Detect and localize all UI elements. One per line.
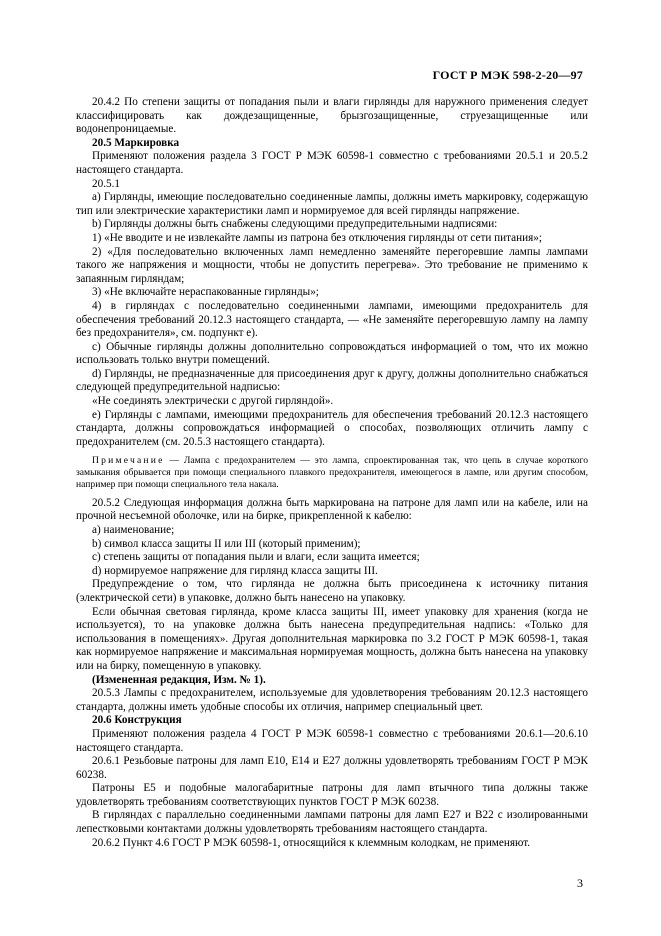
text-paragraph: Патроны E5 и подобные малогабаритные патроны для ламп втычного типа должны также удовлетворять требованиям соответствующих пунктов ГОСТ Р МЭК 60238.: [76, 782, 588, 808]
text-paragraph: Предупреждение о том, что гирлянда не должна быть присоединена к источнику питания (электрической сети) в упаковке, должно быть нанесено на упаковку.: [76, 578, 588, 604]
text-paragraph: e) Гирлянды с лампами, имеющими предохранитель для обеспечения требований 20.12.3 настоящего стандарта, должны сопровождаться информацией о способах, позволяющих отличить лампу с предохранителем (см. 20.5.3 настоящего стандарта).: [76, 408, 588, 448]
text-paragraph: b) Гирлянды должны быть снабжены следующими предупредительными надписями:: [92, 218, 498, 231]
section-20-5-2-20-6: [76, 497, 588, 850]
text-paragraph: 4) в гирляндах с последовательно соединенными лампами, имеющими предохранитель для обеспечения требований 20.12.3 настоящего стандарта, — «Не заменяйте перегоревшую лампу на лампу без предохранителя», см. подпункт e).: [76, 299, 588, 340]
text-paragraph: d) нормируемое напряжение для гирлянд класса защиты III.: [92, 564, 378, 577]
section-heading: 20.6 Конструкция: [92, 714, 182, 727]
page-number: 3: [577, 876, 583, 890]
text-paragraph: 20.4.2 По степени защиты от попадания пыли и влаги гирлянды для наружного применения следует классифицировать как дождезащищенные, брызгозащищенные, струезащищенные или водонепроницаемые.: [76, 96, 588, 136]
text-paragraph: a) наименование;: [92, 524, 175, 537]
section-20-4-20-5-1: [76, 96, 588, 449]
note-text: — Лампа с предохранителем — это лампа, спроектированная так, что цепь в случае короткого замыкания обрывается при помощи специального плавкого предохранителя, имеющегося в лампе, или другим способом, например при помощи специального тела накала.: [76, 455, 588, 491]
text-paragraph: c) степень защиты от попадания пыли и влаги, если защита имеется;: [92, 551, 420, 564]
text-paragraph: 20.6.2 Пункт 4.6 ГОСТ Р МЭК 60598-1, относящийся к клеммным колодкам, не применяют.: [92, 836, 531, 849]
section-heading: (Измененная редакция, Изм. № 1).: [92, 673, 266, 686]
note-label: Примечание: [92, 455, 165, 467]
text-paragraph: 3) «Не включайте нераспакованные гирлянды»;: [92, 286, 319, 299]
text-paragraph: 20.6.1 Резьбовые патроны для ламп E10, E14 и E27 должны удовлетворять требованиям ГОСТ Р МЭК 60238.: [76, 755, 588, 781]
text-paragraph: 20.5.3 Лампы с предохранителем, используемые для удовлетворения требованиям 20.12.3 настоящего стандарта, должны иметь удобные способы их отличия, например специальный цвет.: [76, 687, 588, 713]
text-paragraph: 2) «Для последовательно включенных ламп немедленно заменяйте перегоревшие лампы лампами такого же напряжения и мощности, чтобы не допустить перегрева». Это требование не применимо к запаянным гирляндам;: [76, 245, 588, 285]
text-paragraph: d) Гирлянды, не предназначенные для присоединения друг к другу, должны дополнительно снабжаться следующей предупредительной надписью:: [76, 367, 588, 394]
document-body: [76, 96, 588, 850]
text-paragraph: В гирляндах с параллельно соединенными лампами патроны для ламп E27 и B22 с изолированными лепестковыми контактами должны удовлетворять требованиям настоящего стандарта.: [76, 809, 588, 836]
text-paragraph: c) Обычные гирлянды должны дополнительно сопровождаться информацией о том, что их можно использовать только внутри помещений.: [76, 340, 588, 367]
text-paragraph: a) Гирлянды, имеющие последовательно соединенные лампы, должны иметь маркировку, содержащую тип или электрические характеристики ламп и нормируемое для всей гирлянды напряжение.: [76, 191, 588, 217]
text-paragraph: Применяют положения раздела 4 ГОСТ Р МЭК 60598-1 совместно с требованиями 20.6.1—20.6.10 настоящего стандарта.: [76, 727, 588, 754]
text-paragraph: 20.5.1: [92, 177, 120, 190]
text-paragraph: «Не соединять электрически с другой гирляндой».: [92, 395, 334, 408]
section-heading: 20.5 Маркировка: [92, 136, 180, 149]
page-header: ГОСТ Р МЭК 598-2-20—97: [432, 68, 583, 82]
note-paragraph: [76, 455, 588, 490]
text-paragraph: Применяют положения раздела 3 ГОСТ Р МЭК 60598-1 совместно с требованиями 20.5.1 и 20.5.2 настоящего стандарта.: [76, 150, 588, 176]
text-paragraph: b) символ класса защиты II или III (который применим);: [92, 537, 361, 550]
text-paragraph: 20.5.2 Следующая информация должна быть маркирована на патроне для ламп или на кабеле, или на прочной несъемной оболочке, или на бирке, прикрепленной к кабелю:: [76, 496, 588, 523]
text-paragraph: Если обычная световая гирлянда, кроме класса защиты III, имеет упаковку для хранения (когда не используется), то на упаковке должна быть нанесена предупредительная надпись: «Только для использования в помещениях». Другая дополнительная маркировка по 3.2 ГОСТ Р МЭК 60598-1, такая как нормируемое напряжение и максимальная нормируемая мощность, должна быть нанесена на упаковку или на бирку, помещенную в упаковку.: [76, 605, 588, 672]
text-paragraph: 1) «Не вводите и не извлекайте лампы из патрона без отключения гирлянды от сети питания»;: [92, 231, 542, 244]
